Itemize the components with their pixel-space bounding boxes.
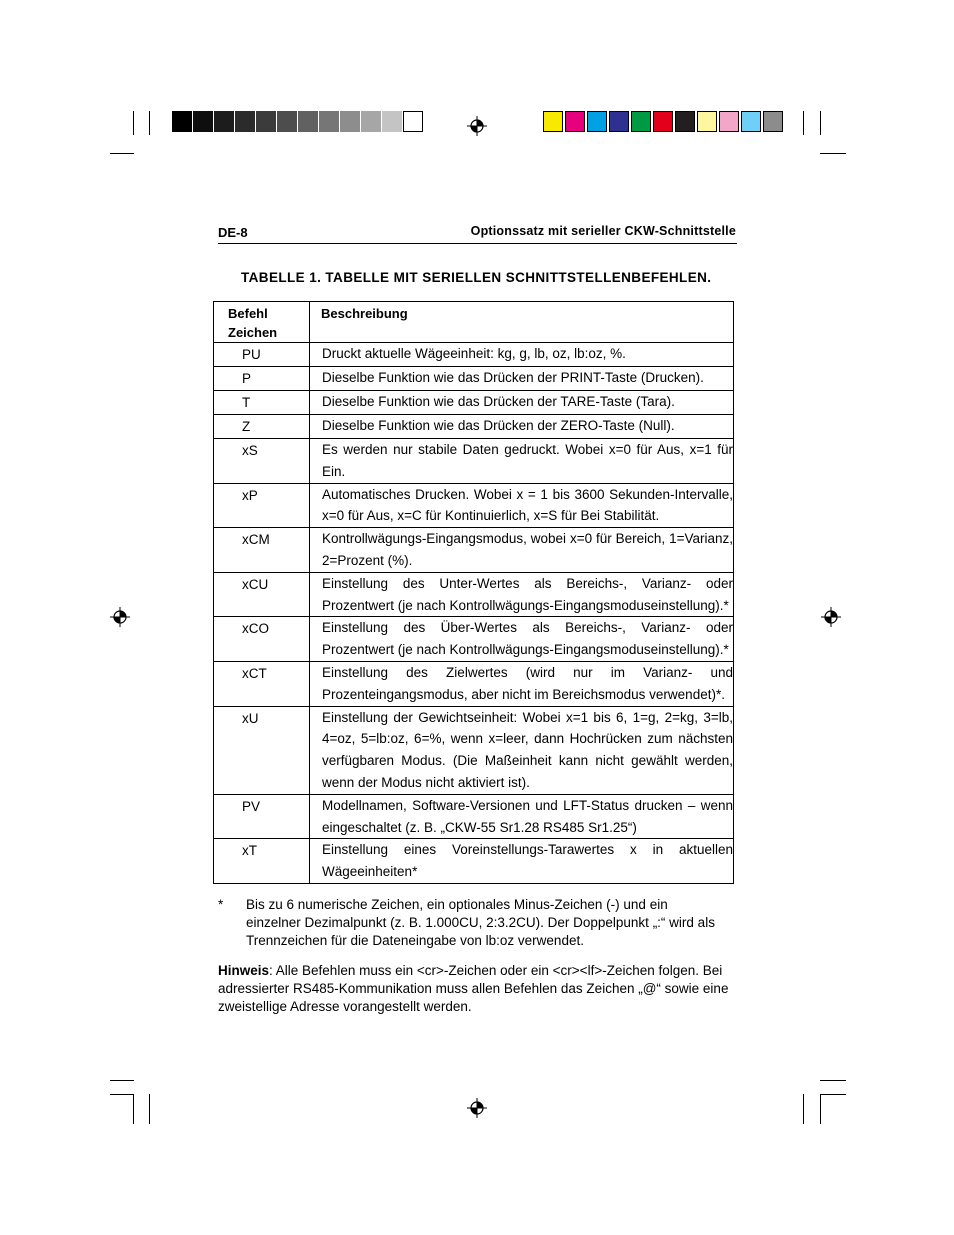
color-swatch — [697, 111, 717, 132]
table-row — [214, 572, 734, 617]
description-cell: Kontrollwägungs-Eingangsmodus, wobei x=0 für Bereich, 1=Varianz, 2=Prozent (%). — [310, 528, 734, 573]
gray-swatch — [235, 111, 255, 132]
color-swatch — [719, 111, 739, 132]
note-label: Hinweis — [218, 963, 270, 978]
command-cell: xCM — [214, 528, 310, 573]
gray-swatch — [298, 111, 318, 132]
registration-target-icon — [467, 116, 487, 136]
registration-target-icon — [467, 1098, 487, 1118]
command-cell: PV — [214, 794, 310, 839]
footnote-marker: * — [218, 897, 224, 912]
color-swatch — [543, 111, 563, 132]
color-swatch — [609, 111, 629, 132]
column-header-command: Befehl Zeichen — [214, 302, 310, 343]
gray-swatch — [172, 111, 192, 132]
column-header-description: Beschreibung — [310, 302, 734, 343]
command-cell: xP — [214, 483, 310, 528]
gray-swatch — [277, 111, 297, 132]
color-swatch — [587, 111, 607, 132]
gray-swatch — [256, 111, 276, 132]
description-cell: Einstellung der Gewichtseinheit: Wobei x=1 bis 6, 1=g, 2=kg, 3=lb, 4=oz, 5=lb:oz, 6=%, wenn x=leer, dann Hochrücken zum nächsten verfügbaren Modus. (Die Maßeinheit kann nicht gewählt werden, wenn der Modus nicht aktiviert ist). — [310, 706, 734, 794]
table-title: TABELLE 1. TABELLE MIT SERIELLEN SCHNITTSTELLENBEFEHLEN. — [241, 270, 712, 285]
color-swatch — [763, 111, 783, 132]
table-row — [214, 415, 734, 439]
note-text: : Alle Befehlen muss ein <cr>-Zeichen oder ein <cr><lf>-Zeichen folgen. Bei adressierter RS485-Kommunikation muss allen Befehlen das Zeichen „@“ sowie eine zweistellige Adresse vorangestellt werden. — [218, 963, 729, 1014]
command-cell: xT — [214, 839, 310, 884]
table-row — [214, 483, 734, 528]
gray-swatch — [193, 111, 213, 132]
gray-swatch — [319, 111, 339, 132]
color-swatch — [631, 111, 651, 132]
description-cell: Einstellung eines Voreinstellungs-Tarawertes x in aktuellen Wägeeinheiten* — [310, 839, 734, 884]
gray-swatch — [403, 111, 423, 132]
command-cell: xCU — [214, 572, 310, 617]
description-cell: Dieselbe Funktion wie das Drücken der ZERO-Taste (Null). — [310, 415, 734, 439]
command-cell: xCO — [214, 617, 310, 662]
command-cell: Z — [214, 415, 310, 439]
gray-swatch — [382, 111, 402, 132]
description-cell: Modellnamen, Software-Versionen und LFT-Status drucken – wenn eingeschaltet (z. B. „CKW-55 Sr1.28 RS485 Sr1.25“) — [310, 794, 734, 839]
table-row — [214, 439, 734, 484]
table-row — [214, 706, 734, 794]
command-cell: xCT — [214, 661, 310, 706]
description-cell: Es werden nur stabile Daten gedruckt. Wobei x=0 für Aus, x=1 für Ein. — [310, 439, 734, 484]
color-swatch — [675, 111, 695, 132]
command-cell: P — [214, 367, 310, 391]
table-header-row — [214, 302, 734, 343]
description-cell: Druckt aktuelle Wägeeinheit: kg, g, lb, oz, lb:oz, %. — [310, 343, 734, 367]
table-row — [214, 661, 734, 706]
table-row — [214, 343, 734, 367]
running-title: Optionssatz mit serieller CKW-Schnittstelle — [470, 224, 736, 238]
color-swatch — [741, 111, 761, 132]
command-cell: PU — [214, 343, 310, 367]
description-cell: Einstellung des Unter-Wertes als Bereichs-, Varianz- oder Prozentwert (je nach Kontrollwägungs-Eingangsmoduseinstellung).* — [310, 572, 734, 617]
footnote — [218, 896, 738, 950]
description-cell: Einstellung des Über-Wertes als Bereichs-, Varianz- oder Prozentwert (je nach Kontrollwägungs-Eingangsmoduseinstellung).* — [310, 617, 734, 662]
table-row — [214, 794, 734, 839]
command-cell: xS — [214, 439, 310, 484]
command-table — [213, 301, 734, 884]
description-cell: Automatisches Drucken. Wobei x = 1 bis 3600 Sekunden-Intervalle, x=0 für Aus, x=C für Kontinuierlich, x=S für Bei Stabilität. — [310, 483, 734, 528]
table-row — [214, 617, 734, 662]
table-row — [214, 839, 734, 884]
footnote-text: Bis zu 6 numerische Zeichen, ein optionales Minus-Zeichen (-) und ein einzelner Dezimalpunkt (z. B. 1.000CU, 2:3.2CU). Der Doppelpunkt „:“ wird als Trennzeichen für die Dateneingabe von lb:oz verwendet. — [246, 897, 715, 948]
table-row — [214, 367, 734, 391]
page-number: DE-8 — [218, 225, 248, 240]
description-cell: Einstellung des Zielwertes (wird nur im Varianz- und Prozenteingangsmodus, aber nicht im Bereichsmodus verwendet)*. — [310, 661, 734, 706]
color-swatch — [565, 111, 585, 132]
registration-target-icon — [110, 607, 130, 627]
command-cell: T — [214, 391, 310, 415]
gray-swatch — [214, 111, 234, 132]
table-row — [214, 391, 734, 415]
note-paragraph — [218, 962, 738, 1016]
header-rule — [218, 243, 737, 244]
command-cell: xU — [214, 706, 310, 794]
description-cell: Dieselbe Funktion wie das Drücken der TARE-Taste (Tara). — [310, 391, 734, 415]
description-cell: Dieselbe Funktion wie das Drücken der PRINT-Taste (Drucken). — [310, 367, 734, 391]
color-swatch — [653, 111, 673, 132]
gray-swatch — [361, 111, 381, 132]
table-row — [214, 528, 734, 573]
registration-target-icon — [821, 607, 841, 627]
gray-swatch — [340, 111, 360, 132]
